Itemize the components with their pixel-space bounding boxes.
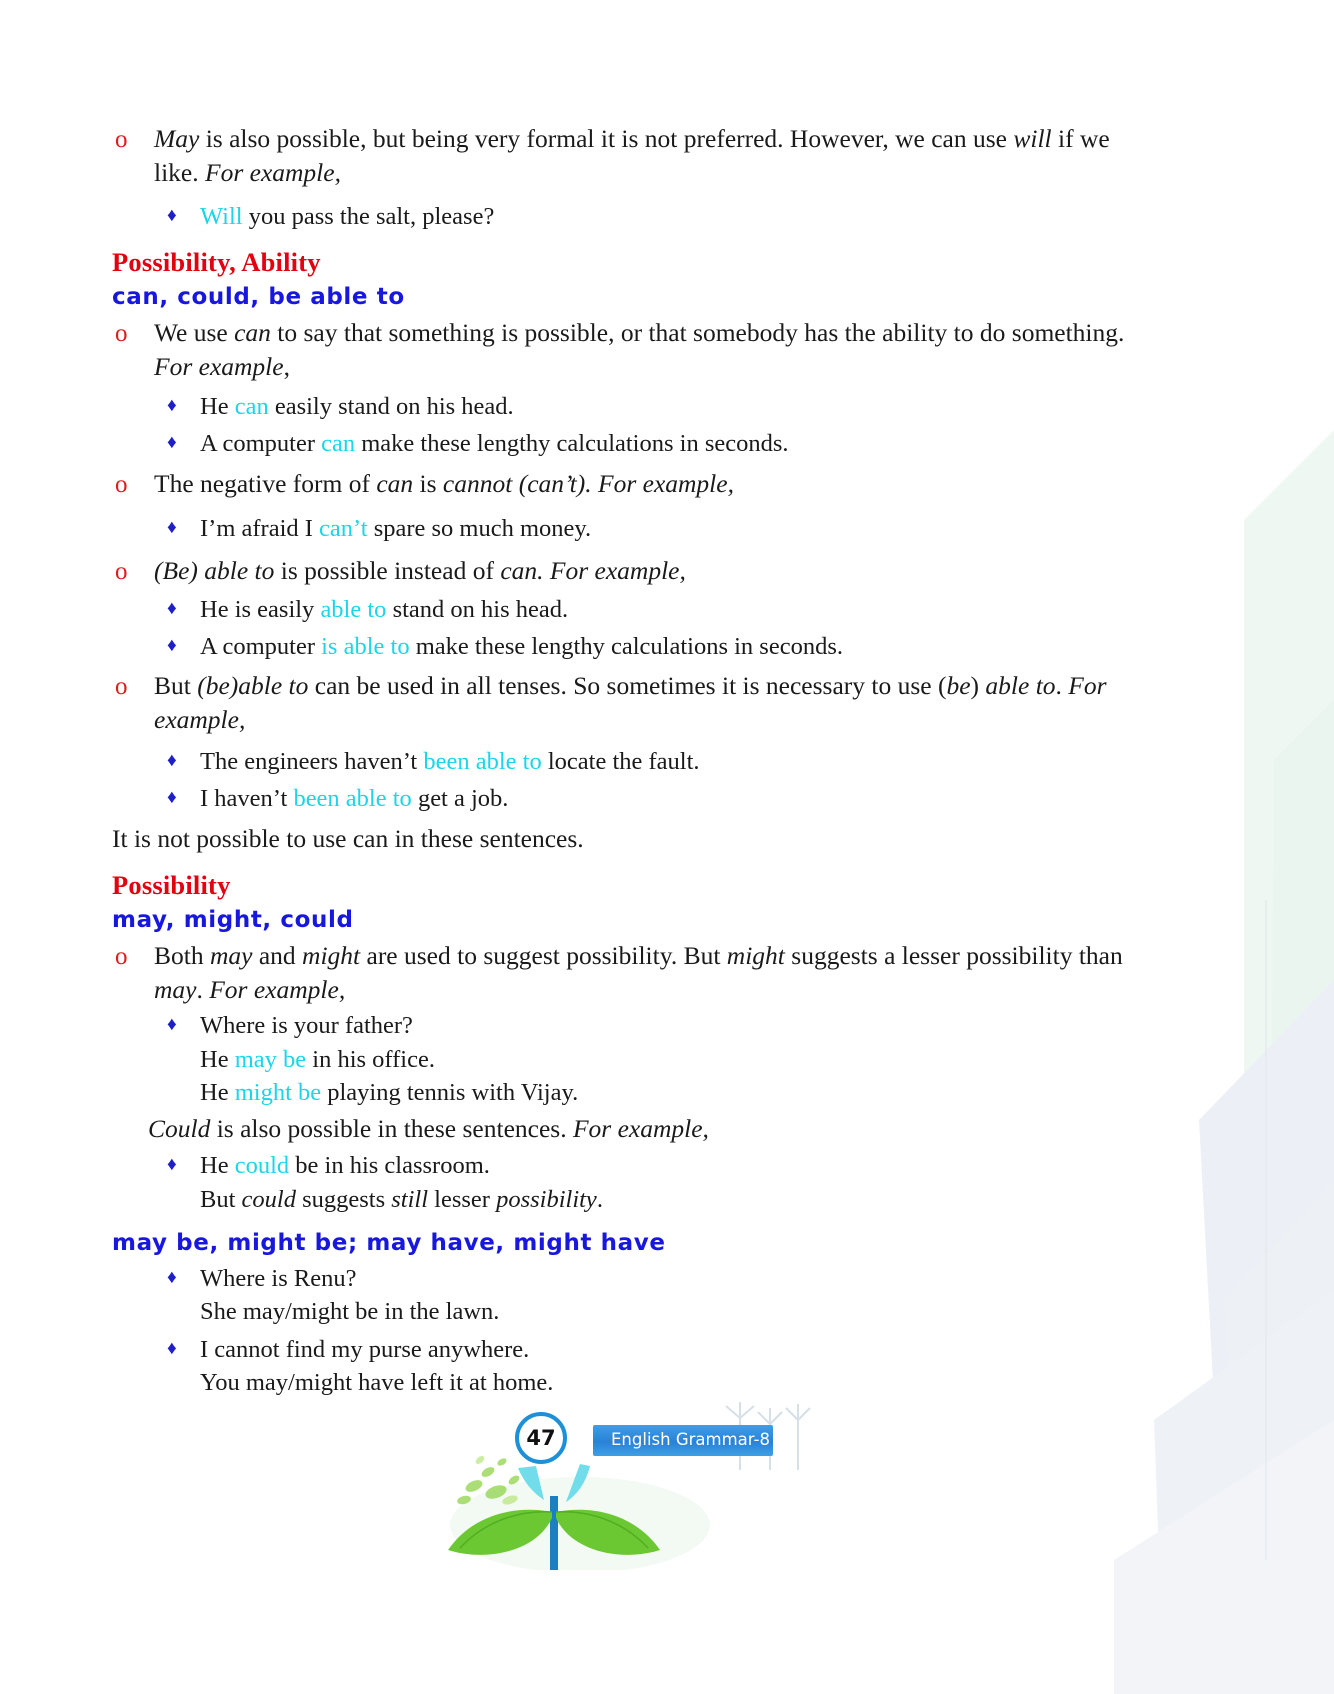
- highlight-will: Will: [200, 202, 243, 230]
- example-will: [112, 200, 1132, 233]
- diamond-bullet-icon: ♦: [167, 204, 177, 226]
- text-pre: He is easily: [200, 595, 321, 623]
- text-both-might-2: might: [726, 940, 785, 970]
- circle-bullet-icon: o: [115, 470, 128, 498]
- note-not-possible-to-use-can: It is not possible to use can in these sentences.: [112, 823, 584, 853]
- diamond-bullet-icon: ♦: [167, 394, 177, 416]
- text-be-able-mid: is possible instead of: [274, 555, 501, 585]
- text-tenses-able-to: able to: [985, 671, 1056, 701]
- text-could-mid: is also possible in these sentences.: [210, 1114, 573, 1144]
- example-purse: [112, 1333, 1132, 1400]
- text-purse-q: I cannot find my purse anywhere.: [200, 1335, 530, 1363]
- text-pre: The engineers haven’t: [200, 748, 424, 776]
- highlight-can: can: [321, 430, 356, 458]
- text-tenses-keyword: (be)able to: [197, 671, 309, 701]
- circle-bullet-icon: o: [115, 942, 128, 970]
- page-footer: [0, 1400, 1334, 1600]
- subheading-can-could-be-able-to: can, could, be able to: [112, 284, 405, 311]
- text-pre: I’m afraid I: [200, 515, 320, 543]
- footer-banner: [593, 1425, 773, 1456]
- circle-bullet-icon: o: [115, 126, 128, 153]
- text-father-q: Where is your father?: [200, 1012, 413, 1040]
- text-post: locate the fault.: [541, 748, 700, 776]
- diamond-bullet-icon: ♦: [167, 750, 177, 772]
- highlight-cant: can’t: [319, 515, 368, 543]
- subheading-may-might-could: may, might, could: [112, 906, 354, 933]
- highlight-may-be: may be: [234, 1045, 307, 1073]
- example-been-able-to-1: [112, 745, 1132, 778]
- text-pre: I haven’t: [200, 785, 294, 813]
- paragraph-negative-form: [112, 467, 1132, 501]
- heading-possibility-ability: Possibility, Ability: [112, 247, 321, 278]
- highlight-could: could: [234, 1152, 290, 1180]
- text-post: get a job.: [411, 785, 509, 813]
- text-for-example-1: For example,: [205, 157, 341, 187]
- text-will-rest: you pass the salt, please?: [242, 202, 495, 230]
- text-both-7: suggests a lesser possibility than: [784, 940, 1123, 970]
- paragraph-may-might: [112, 939, 1132, 1007]
- text-post: make these lengthy calculations in seconds.: [409, 633, 843, 660]
- text-can-pre: We use: [154, 318, 235, 348]
- text-renu-a: She may/might be in the lawn.: [200, 1298, 500, 1326]
- page-content: [112, 122, 1132, 1399]
- book-title: English Grammar-8: [611, 1430, 770, 1449]
- highlight-might-be: might be: [234, 1079, 322, 1107]
- paragraph-can: [112, 316, 1132, 384]
- text-pre: He: [200, 392, 235, 420]
- example-can-2: [112, 427, 1132, 460]
- text-tenses-3: can be used in all tenses. So sometimes it is necessary to use (: [308, 671, 947, 701]
- text-both-5: are used to suggest possibility. But: [360, 940, 727, 970]
- text-for-example-3: For example,: [154, 671, 1107, 735]
- paragraph-all-tenses: [112, 669, 1132, 737]
- text-be-able-keyword: (Be) able to: [154, 555, 275, 585]
- text-pre: A computer: [200, 633, 322, 660]
- text-will-keyword: will: [1013, 124, 1052, 153]
- diamond-bullet-icon: ♦: [167, 1154, 177, 1176]
- highlight-is-able-to: is able to: [321, 633, 410, 660]
- text-pre: He: [200, 1045, 235, 1073]
- paragraph-may: [112, 122, 1132, 190]
- text-tenses-5: ): [970, 671, 986, 701]
- page-number: 47: [526, 1426, 556, 1450]
- text-purse-a: You may/might have left it at home.: [200, 1368, 554, 1396]
- circle-bullet-icon: o: [115, 320, 128, 348]
- example-able-to-1: [112, 593, 1132, 626]
- text-both-3: and: [252, 940, 303, 970]
- text-but: But: [200, 1185, 242, 1213]
- example-been-able-to-2: [112, 782, 1132, 815]
- text-tenses-1: But: [154, 671, 198, 701]
- text-pre: He: [200, 1152, 235, 1180]
- text-for-example-2: For example: [154, 352, 284, 382]
- text-neg-can: can: [376, 468, 414, 498]
- example-father-answer-1: [200, 1043, 1132, 1076]
- text-both-1: Both: [154, 940, 210, 970]
- text-post: easily stand on his head.: [268, 392, 514, 420]
- text-post: spare so much money.: [367, 515, 592, 543]
- text-be-able-tail: can. For example,: [500, 555, 686, 585]
- diamond-bullet-icon: ♦: [167, 1014, 177, 1036]
- diamond-bullet-icon: ♦: [167, 787, 177, 809]
- text-still: still: [391, 1185, 429, 1213]
- note-could-also-possible: [112, 1112, 1132, 1146]
- diamond-bullet-icon: ♦: [167, 635, 177, 656]
- text-could-2: could: [241, 1185, 296, 1213]
- text-may-tail: if we like.: [154, 124, 1110, 187]
- text-both-may: may: [209, 940, 253, 970]
- diamond-bullet-icon: ♦: [167, 1266, 177, 1288]
- circle-bullet-icon: o: [115, 557, 128, 585]
- text-neg-pre: The negative form of: [154, 468, 377, 498]
- text-post: playing tennis with Vijay.: [321, 1079, 579, 1107]
- text-for-example-4: For example,: [209, 974, 346, 1004]
- text-neg-cannot: cannot (can’t). For example,: [442, 468, 734, 498]
- text-neg-mid: is: [413, 468, 443, 498]
- text-for-example-5: For example,: [572, 1114, 709, 1144]
- text-pre: A computer: [200, 430, 322, 458]
- text-lesser: lesser: [428, 1185, 497, 1213]
- text-post: be in his classroom.: [289, 1152, 490, 1180]
- text-both-9: .: [196, 974, 210, 1004]
- example-could: [112, 1149, 1132, 1216]
- text-possibility: possibility: [496, 1185, 597, 1213]
- text-can-keyword: can: [234, 318, 271, 348]
- page-number-badge: [515, 1412, 567, 1464]
- example-father: [112, 1009, 1132, 1109]
- text-post: in his office.: [306, 1045, 435, 1073]
- text-may-body: is also possible, but being very formal it is not preferred. However, we can use: [199, 124, 1014, 153]
- text-renu-q: Where is Renu?: [200, 1264, 357, 1292]
- example-able-to-2: [112, 630, 1132, 663]
- subheading-may-be-might-be-may-have-might-have: may be, might be; may have, might have: [112, 1229, 666, 1256]
- highlight-been-able-to: been able to: [293, 785, 412, 813]
- text-post: make these lengthy calculations in seconds.: [355, 430, 789, 458]
- diamond-bullet-icon: ♦: [167, 432, 177, 454]
- circle-bullet-icon: o: [115, 673, 128, 701]
- text-pre: He: [200, 1079, 235, 1107]
- text-tenses-be: be: [946, 671, 971, 701]
- paragraph-be-able-to: [112, 554, 1132, 588]
- example-renu: [112, 1262, 1132, 1329]
- example-can-1: [112, 390, 1132, 423]
- heading-possibility: Possibility: [112, 869, 231, 900]
- example-cannot: [112, 512, 1132, 545]
- text-can-body: to say that something is possible, or that somebody has the ability to do something.: [270, 318, 1125, 348]
- text-tenses-7: .: [1055, 671, 1069, 701]
- note-could-lesser-possibility: [200, 1183, 1132, 1216]
- highlight-can: can: [234, 392, 269, 420]
- text-both-might: might: [302, 940, 361, 970]
- diamond-bullet-icon: ♦: [167, 1337, 177, 1359]
- text-period: .: [596, 1185, 603, 1213]
- text-both-may-2: may: [154, 974, 197, 1004]
- highlight-been-able-to: been able to: [423, 748, 542, 776]
- text-comma-1: ,: [283, 352, 290, 382]
- text-post: stand on his head.: [386, 595, 569, 623]
- diamond-bullet-icon: ♦: [167, 517, 177, 539]
- example-father-answer-2: [200, 1076, 1132, 1109]
- diamond-bullet-icon: ♦: [167, 597, 177, 619]
- text-could-keyword: Could: [148, 1114, 211, 1144]
- highlight-able-to: able to: [320, 595, 387, 623]
- text-may-keyword: May: [154, 124, 200, 153]
- text-suggests: suggests: [295, 1185, 392, 1213]
